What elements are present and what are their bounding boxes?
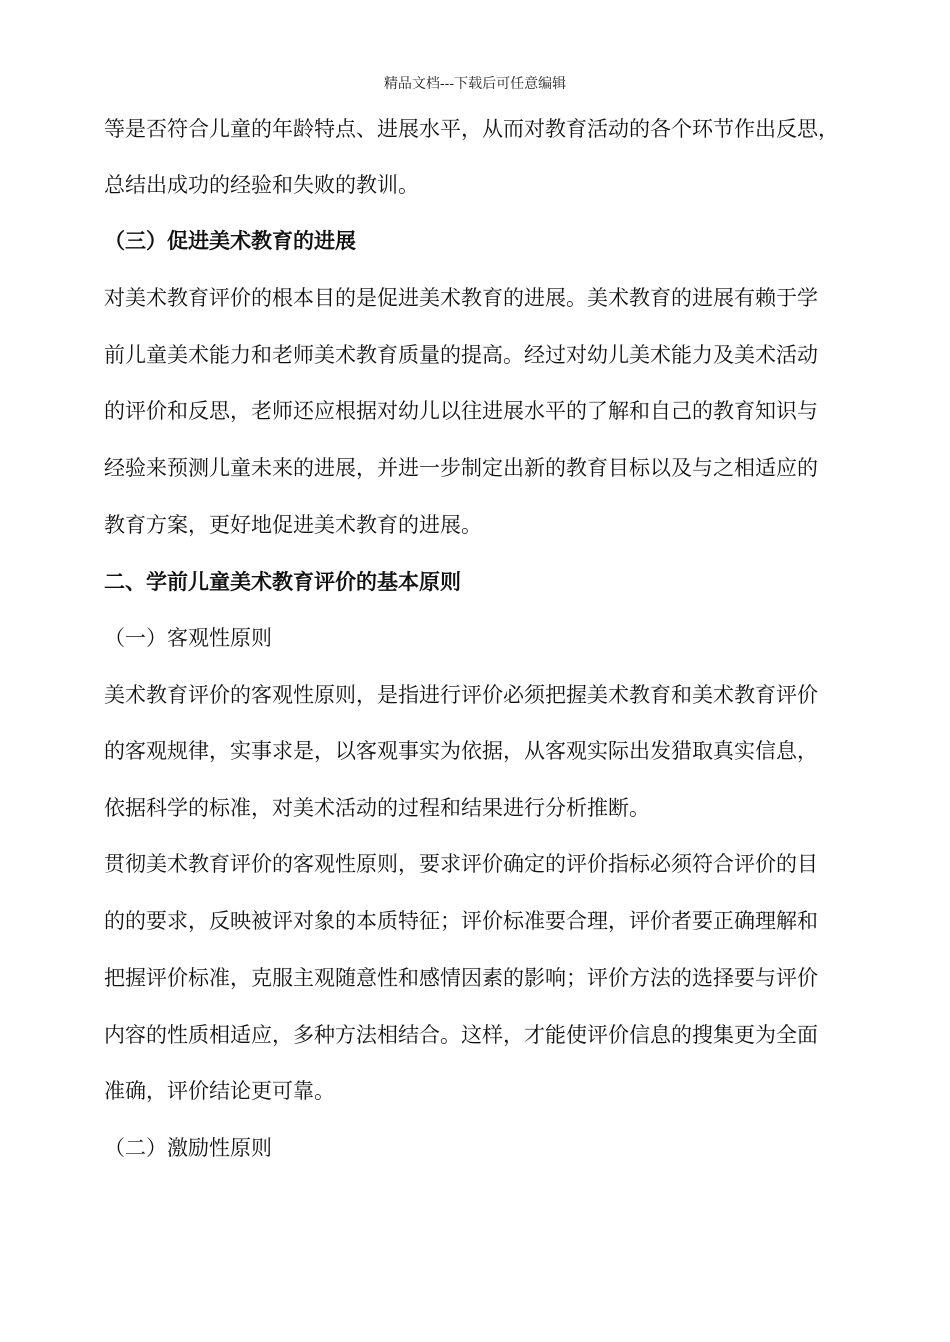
paragraph-line: 的评价和反思，老师还应根据对幼儿以往进展水平的了解和自己的教育知识与 [104, 399, 818, 423]
paragraph-line: 的客观规律，实事求是，以客观事实为依据，从客观实际出发猎取真实信息， [104, 739, 818, 763]
paragraph-line: 经验来预测儿童未来的进展，并进一步制定出新的教育目标以及与之相适应的 [104, 456, 818, 480]
paragraph-line: 等是否符合儿童的年龄特点、进展水平，从而对教育活动的各个环节作出反思， [104, 117, 839, 141]
paragraph-line: 内容的性质相适应，多种方法相结合。这样，才能使评价信息的搜集更为全面 [104, 1023, 818, 1047]
paragraph-line: 把握评价标准，克服主观随意性和感情因素的影响；评价方法的选择要与评价 [104, 966, 818, 990]
paragraph-line: 准确，评价结论更可靠。 [104, 1079, 335, 1103]
paragraph-line: 前儿童美术能力和老师美术教育质量的提高。经过对幼儿美术能力及美术活动 [104, 343, 818, 367]
paragraph-line: 美术教育评价的客观性原则，是指进行评价必须把握美术教育和美术教育评价 [104, 683, 818, 707]
subsection-heading-1: （一）客观性原则 [104, 626, 272, 650]
section-heading-3: （三）促进美术教育的进展 [104, 228, 356, 253]
paragraph-line: 总结出成功的经验和失败的教训。 [104, 173, 419, 197]
chapter-heading-2: 二、学前儿童美术教育评价的基本原则 [104, 569, 461, 594]
paragraph-line: 对美术教育评价的根本目的是促进美术教育的进展。美术教育的进展有赖于学 [104, 286, 818, 310]
paragraph-line: 贯彻美术教育评价的客观性原则，要求评价确定的评价指标必须符合评价的目 [104, 852, 818, 876]
paragraph-line: 教育方案，更好地促进美术教育的进展。 [104, 513, 482, 537]
subsection-heading-2: （二）激励性原则 [104, 1136, 272, 1160]
paragraph-line: 依据科学的标准，对美术活动的过程和结果进行分析推断。 [104, 796, 650, 820]
page-header-watermark: 精品文档---下载后可任意编辑 [383, 76, 567, 92]
paragraph-line: 的的要求，反映被评对象的本质特征；评价标准要合理，评价者要正确理解和 [104, 909, 818, 933]
